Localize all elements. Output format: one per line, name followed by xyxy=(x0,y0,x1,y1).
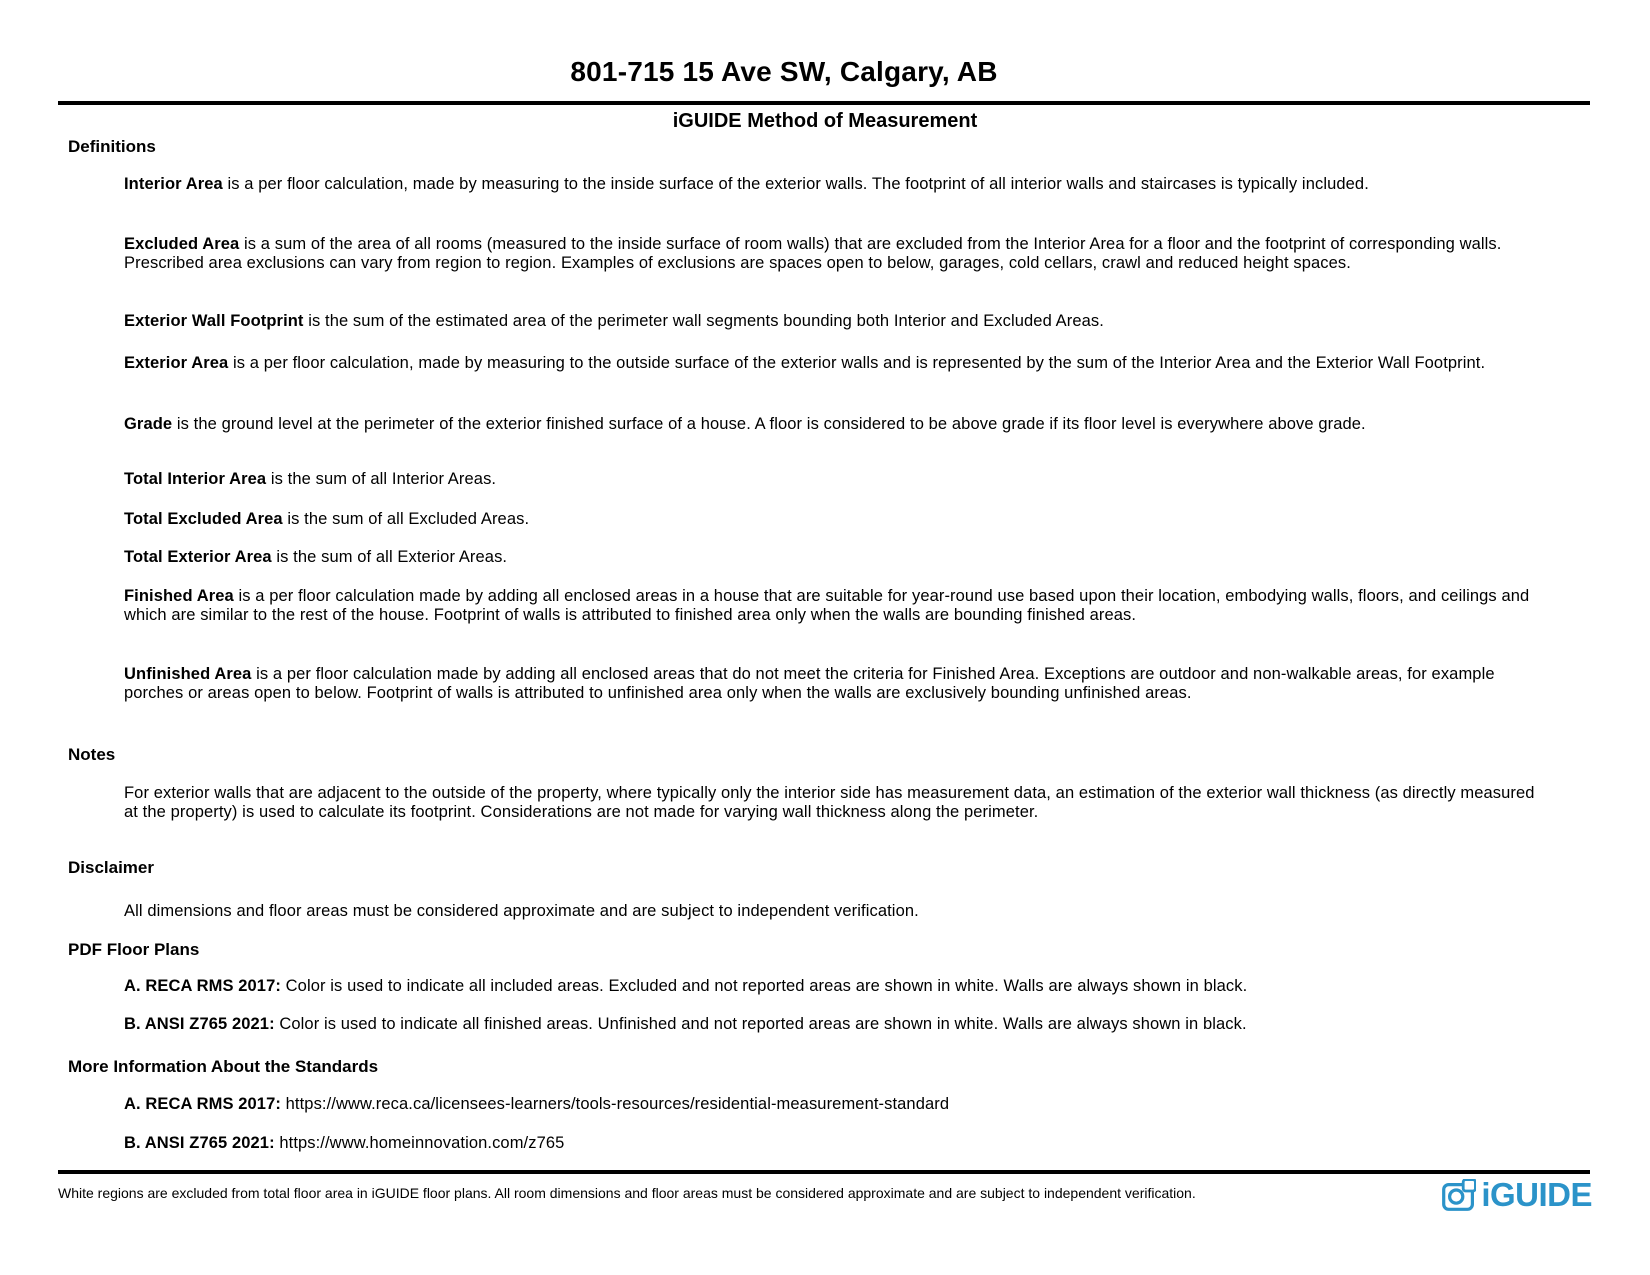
header-divider xyxy=(58,101,1590,105)
definition-term: Exterior Area xyxy=(124,354,229,372)
definition-text: is the sum of the estimated area of the perimeter wall segments bounding both Interior and Excluded Areas. xyxy=(303,312,1104,330)
definition-text: is the sum of all Excluded Areas. xyxy=(282,510,530,528)
definition-term: Total Interior Area xyxy=(124,470,267,488)
definition-exterior-area xyxy=(124,354,1552,373)
definition-text: is the ground level at the perimeter of the exterior finished surface of a house. A floor is considered to be above grade if its floor level is everywhere above grade. xyxy=(172,415,1366,433)
definition-exterior-wall-footprint xyxy=(124,312,1552,331)
definition-text: is a per floor calculation made by adding all enclosed areas in a house that are suitable for year-round use based upon their location, embodying walls, floors, and ceilings and which are similar to the rest of the house. Footprint of walls is attributed to finished area only when the walls are bounding finished areas. xyxy=(124,587,1530,624)
disclaimer-text: All dimensions and floor areas must be considered approximate and are subject to independent verification. xyxy=(124,902,919,920)
definition-term: Total Exterior Area xyxy=(124,548,272,566)
definition-text: is the sum of all Interior Areas. xyxy=(266,470,497,488)
definition-interior-area xyxy=(124,175,1552,194)
definition-term: Finished Area xyxy=(124,587,234,605)
definition-total-excluded-area xyxy=(124,510,1552,529)
standard-term: A. RECA RMS 2017: xyxy=(124,1095,281,1113)
standard-term: A. RECA RMS 2017: xyxy=(124,977,281,995)
heading-more-information: More Information About the Standards xyxy=(68,1057,379,1076)
footer-divider xyxy=(58,1170,1590,1174)
definition-finished-area xyxy=(124,587,1552,625)
pdf-item-ansi xyxy=(124,1015,1552,1034)
definition-text: is the sum of all Exterior Areas. xyxy=(271,548,508,566)
definition-term: Grade xyxy=(124,415,173,433)
definition-term: Unfinished Area xyxy=(124,665,252,683)
iguide-logo xyxy=(1442,1178,1592,1211)
pdf-item-reca xyxy=(124,977,1552,996)
definition-text: is a sum of the area of all rooms (measured to the inside surface of room walls) that are excluded from the Interior Area for a floor and the footprint of corresponding walls. Prescribed area exclusions can vary from region to region. Examples of exclusions are spaces open to below, garages, cold cellars, crawl and reduced height spaces. xyxy=(124,235,1502,272)
heading-definitions: Definitions xyxy=(68,137,156,156)
standard-url: https://www.reca.ca/licensees-learners/tools-resources/residential-measurement-standard xyxy=(280,1095,950,1113)
footer-note: White regions are excluded from total floor area in iGUIDE floor plans. All room dimensions and floor areas must be considered approximate and are subject to independent verification. xyxy=(58,1185,1196,1201)
definition-text: is a per floor calculation, made by measuring to the outside surface of the exterior walls and is represented by the sum of the Interior Area and the Exterior Wall Footprint. xyxy=(228,354,1486,372)
info-item-ansi xyxy=(124,1134,1552,1153)
standard-url: https://www.homeinnovation.com/z765 xyxy=(274,1134,565,1152)
definition-total-interior-area xyxy=(124,470,1552,489)
definition-text: is a per floor calculation made by adding all enclosed areas that do not meet the criteria for Finished Area. Exceptions are outdoor and non-walkable areas, for example porches or areas open to below. Footprint of walls is attributed to unfinished area only when the walls are exclusively bounding unfinished areas. xyxy=(124,665,1495,702)
method-title: iGUIDE Method of Measurement xyxy=(672,110,978,132)
heading-disclaimer: Disclaimer xyxy=(68,858,154,877)
standard-term: B. ANSI Z765 2021: xyxy=(124,1015,275,1033)
standard-text: Color is used to indicate all finished areas. Unfinished and not reported areas are shown in white. Walls are always shown in black. xyxy=(274,1015,1247,1033)
definition-term: Total Excluded Area xyxy=(124,510,283,528)
heading-pdf-floor-plans: PDF Floor Plans xyxy=(68,940,200,959)
standard-text: Color is used to indicate all included areas. Excluded and not reported areas are shown in white. Walls are always shown in black. xyxy=(280,977,1248,995)
definition-excluded-area xyxy=(124,235,1552,273)
definition-total-exterior-area xyxy=(124,548,1552,567)
definition-grade xyxy=(124,415,1552,434)
definition-term: Exterior Wall Footprint xyxy=(124,312,304,330)
heading-notes: Notes xyxy=(68,745,116,764)
page-title: 801-715 15 Ave SW, Calgary, AB xyxy=(570,56,998,87)
definition-unfinished-area xyxy=(124,665,1552,703)
iguide-logo-text: iGUIDE xyxy=(1481,1176,1592,1213)
definition-text: is a per floor calculation, made by measuring to the inside surface of the exterior walls. The footprint of all interior walls and staircases is typically included. xyxy=(222,175,1369,193)
notes-paragraph: For exterior walls that are adjacent to the outside of the property, where typically only the interior side has measurement data, an estimation of the exterior wall thickness (as directly measured at the property) is used to calculate its footprint. Considerations are not made for varying wall thickness along the perimeter. xyxy=(124,784,1535,821)
standard-term: B. ANSI Z765 2021: xyxy=(124,1134,275,1152)
definition-term: Interior Area xyxy=(124,175,223,193)
info-item-reca xyxy=(124,1095,1552,1114)
definition-term: Excluded Area xyxy=(124,235,240,253)
camera-icon xyxy=(1442,1179,1476,1211)
